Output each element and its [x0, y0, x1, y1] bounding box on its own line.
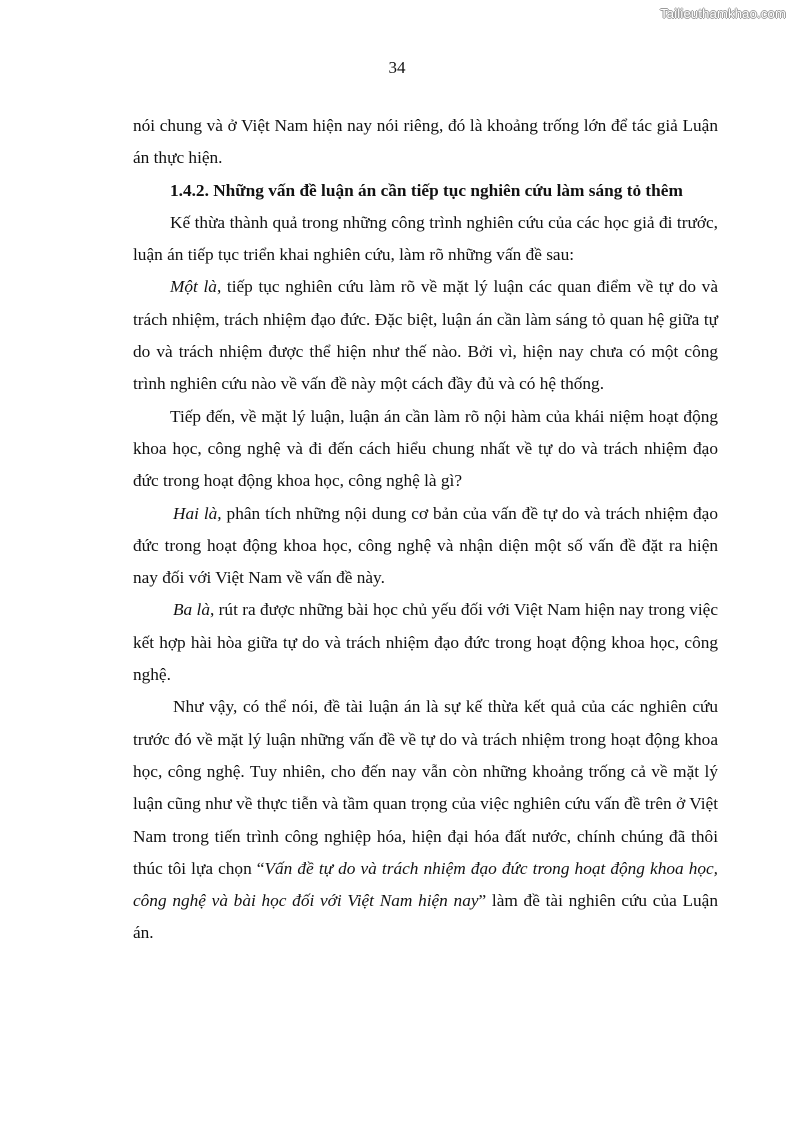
point-three-text: , rút ra được những bài học chủ yếu đối với Việt Nam hiện nay trong việc kết hợp hài hòa giữa tự do và trách nhiệm đạo đức trong hoạt động khoa học, công nghệ. [133, 600, 718, 685]
paragraph-point-three [133, 594, 718, 691]
thesis-title: Vấn đề tự do và trách nhiệm đạo đức trong hoạt động khoa học, công nghệ và bài học đối với Việt Nam hiện nay [133, 858, 718, 911]
point-two-text: phân tích những nội dung cơ bản của vấn đề tự do và trách nhiệm đạo đức trong hoạt động khoa học, công nghệ và nhận diện một số vấn đề đặt ra hiện nay đối với Việt Nam về vấn đề này. [133, 503, 718, 588]
paragraph-point-two [133, 498, 718, 595]
paragraph-point-one [133, 271, 718, 400]
point-two-lead: Hai là, [173, 503, 222, 523]
watermark-text: Tailieuthamkhao.com [660, 6, 786, 21]
paragraph-inheritance: Kế thừa thành quả trong những công trình nghiên cứu của các học giả đi trước, luận án tiếp tục triển khai nghiên cứu, làm rõ những vấn đề sau: [133, 212, 718, 265]
paragraph-conclusion [133, 691, 718, 949]
conclusion-text-after: ” làm đề tài nghiên cứu của Luận án. [133, 891, 718, 943]
paragraph-intro-continuation: nói chung và ở Việt Nam hiện nay nói riêng, đó là khoảng trống lớn để tác giả Luận án thực hiện. [133, 116, 718, 168]
point-three-lead: Ba là [173, 600, 210, 620]
point-one-lead: Một là [170, 277, 217, 297]
point-one-text: , tiếp tục nghiên cứu làm rõ về mặt lý luận các quan điểm về tự do và trách nhiệm, trách nhiệm đạo đức. Đặc biệt, luận án cần làm sáng tỏ quan hệ giữa tự do và trách nhiệm được thể hiện như thế nào. Bởi vì, hiện nay chưa có một công trình nghiên cứu nào về vấn đề này một cách đầy đủ và có hệ thống. [133, 277, 718, 394]
page-number: 34 [388, 58, 406, 77]
document-body [133, 110, 718, 950]
section-heading: 1.4.2. Những vấn đề luận án cần tiếp tục nghiên cứu làm sáng tỏ thêm [170, 180, 683, 200]
paragraph-next-theory: Tiếp đến, về mặt lý luận, luận án cần làm rõ nội hàm của khái niệm hoạt động khoa học, công nghệ và đi đến cách hiểu chung nhất về tự do và trách nhiệm đạo đức trong hoạt động khoa học, công nghệ là gì? [133, 406, 718, 491]
conclusion-text-before: Như vậy, có thể nói, đề tài luận án là sự kế thừa kết quả của các nghiên cứu trước đó về mặt lý luận những vấn đề về tự do và trách nhiệm trong hoạt động khoa học, công nghệ. Tuy nhiên, cho đến nay vẫn còn những khoảng trống cả về mặt lý luận cũng như về thực tiễn và tầm quan trọng của việc nghiên cứu vấn đề trên ở Việt Nam trong tiến trình công nghiệp hóa, hiện đại hóa đất nước, chính chúng đã thôi thúc tôi lựa chọn “ [133, 697, 718, 878]
